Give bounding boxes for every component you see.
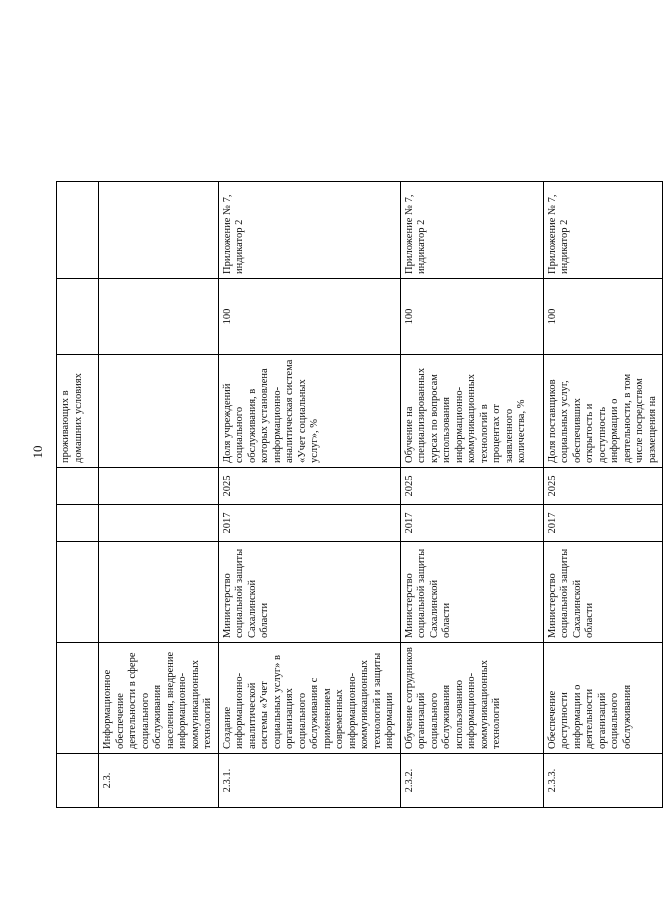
cell-indicator: Доля учреждений социального обслуживания, в которых установлена информационно-аналитическая система «Учет социальных услуг», % [218,355,400,468]
cell-num: 2.3.2. [400,754,543,808]
cell-year-start [99,505,219,542]
cell-executor [57,542,99,643]
cell-num: 2.3.3. [543,754,663,808]
cell-indicator [99,355,219,468]
cell-year-end: 2025 [218,468,400,505]
cell-executor: Министерство социальной защиты Сахалинской области [543,542,663,643]
cell-note: Приложение № 7, индикатор 2 [543,182,663,279]
cell-value [99,279,219,355]
cell-year-start: 2017 [218,505,400,542]
cell-value [57,279,99,355]
cell-indicator: Доля поставщиков социальных услуг, обеспечивших открытость и доступность информации о деятельности, в том числе посредством размещения на [543,355,663,468]
cell-year-end [57,468,99,505]
cell-note [57,182,99,279]
cell-year-end: 2025 [543,468,663,505]
cell-num: 2.3. [99,754,219,808]
cell-name: Создание информационно-аналитической системы «Учет социальных услуг» в организациях социального обслуживания с применением современных информационно-коммуникационных технологий и защиты информации [218,643,400,754]
cell-executor: Министерство социальной защиты Сахалинской области [218,542,400,643]
cell-year-start: 2017 [543,505,663,542]
page-number: 10 [30,445,45,459]
cell-executor: Министерство социальной защиты Сахалинской области [400,542,543,643]
cell-name: Обеспечение доступности информации о деятельности организаций социального обслуживания [543,643,663,754]
table-row [99,182,219,808]
cell-year-end [99,468,219,505]
cell-value: 100 [218,279,400,355]
cell-executor [99,542,219,643]
table-row [400,182,543,808]
cell-name: Обучение сотрудников организаций социального обслуживания использованию информационно-коммуникационных технологий [400,643,543,754]
table-row [57,182,99,808]
cell-num [57,754,99,808]
cell-name: Информационное обеспечение деятельности в сфере социального обслуживания населения, внедрение информационно-коммуникационных технологий [99,643,219,754]
table-row [543,182,663,808]
table-row [218,182,400,808]
cell-value: 100 [400,279,543,355]
cell-indicator: проживающих в домашних условиях [57,355,99,468]
cell-indicator: Обучение на специализированных курсах по вопросам использования информационно-коммуникационных технологий в процентах от заявленного количества, % [400,355,543,468]
cell-value: 100 [543,279,663,355]
cell-year-end: 2025 [400,468,543,505]
cell-note [99,182,219,279]
cell-name [57,643,99,754]
program-table [56,181,663,808]
cell-year-start: 2017 [400,505,543,542]
cell-note: Приложение № 7, индикатор 2 [400,182,543,279]
cell-note: Приложение № 7, индикатор 2 [218,182,400,279]
cell-num: 2.3.1. [218,754,400,808]
cell-year-start [57,505,99,542]
